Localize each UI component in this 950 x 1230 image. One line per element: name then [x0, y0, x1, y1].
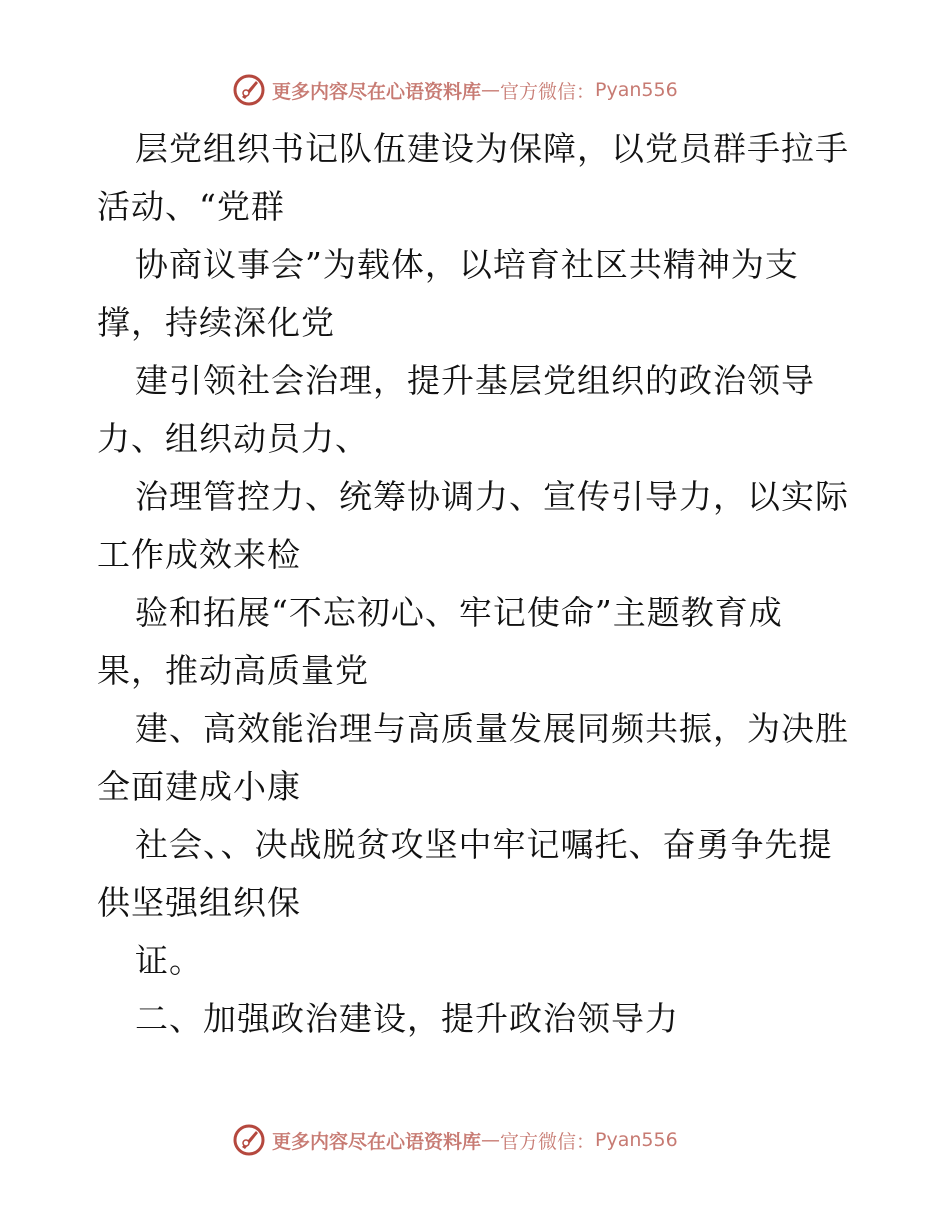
watermark-dash: — — [481, 1129, 501, 1151]
watermark-site-text: 更多内容尽在心语资料库 — [272, 80, 482, 103]
text-line: 层党组织书记队伍建设为保障，以党员群手拉手 — [135, 129, 849, 168]
document-body — [97, 120, 857, 1048]
text-line: 建引领社会治理，提升基层党组织的政治领导 — [135, 361, 815, 400]
text-line: 社会、、决战脱贫攻坚中牢记嘱托、奋勇争先提 — [135, 825, 833, 864]
text-line: 供坚强组织保 — [97, 883, 301, 922]
text-line: 活动、“党群 — [97, 187, 285, 226]
text-line: 撑，持续深化党 — [97, 303, 335, 342]
text-line: 果，推动高质量党 — [97, 651, 369, 690]
text-line: 建、高效能治理与高质量发展同频共振，为决胜 — [135, 709, 849, 748]
watermark-wechat-id: Pyan556 — [595, 1129, 678, 1151]
text-line: 验和拓展“不忘初心、牢记使命”主题教育成 — [135, 593, 783, 632]
watermark-wechat-label: 官方微信： — [500, 80, 596, 103]
quill-circle-logo-icon — [232, 73, 266, 107]
text-line: 力、组织动员力、 — [97, 419, 369, 458]
text-line: 协商议事会”为载体，以培育社区共精神为支 — [135, 245, 799, 284]
quill-circle-logo-icon — [232, 1123, 266, 1157]
text-line: 治理管控力、统筹协调力、宣传引导力，以实际 — [135, 477, 849, 516]
watermark-site-text: 更多内容尽在心语资料库 — [272, 1130, 482, 1153]
watermark-dash: — — [481, 79, 501, 101]
footer-watermark — [232, 1123, 678, 1157]
text-line: 证。 — [135, 941, 203, 980]
section-heading: 二、加强政治建设，提升政治领导力 — [135, 999, 679, 1038]
text-line: 全面建成小康 — [97, 767, 301, 806]
text-line: 工作成效来检 — [97, 535, 301, 574]
watermark-wechat-label: 官方微信： — [500, 1130, 596, 1153]
watermark-wechat-id: Pyan556 — [595, 79, 678, 101]
header-watermark — [232, 73, 678, 107]
